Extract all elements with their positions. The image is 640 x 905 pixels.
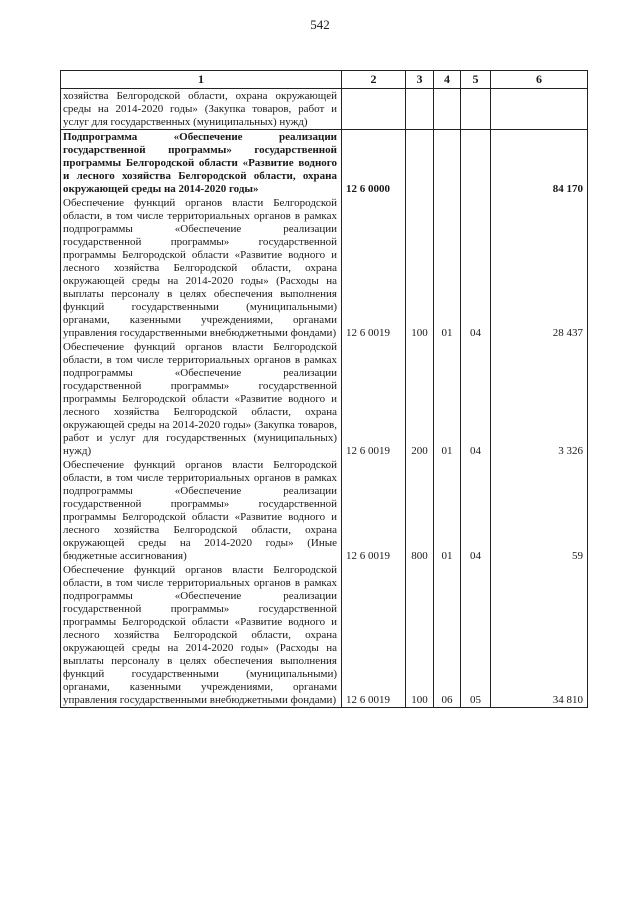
column-header: 6 bbox=[491, 71, 588, 89]
row-amount: 28 437 bbox=[491, 196, 588, 340]
row-amount: 34 810 bbox=[491, 563, 588, 708]
table-body bbox=[61, 89, 588, 708]
column-header: 5 bbox=[461, 71, 491, 89]
row-description: Обеспечение функций органов власти Белгородской области, в том числе территориальных органов в рамках подпрограммы «Обеспечение реализации государственной программы» государственной программы Белгородской области «Развитие водного и лесного хозяйства Белгородской области, охрана окружающей среды на 2014-2020 годы» (Закупка товаров, работ и услуг для государственных (муниципальных) нужд) bbox=[61, 340, 342, 458]
row-target-article: 12 6 0019 bbox=[342, 458, 406, 563]
row-target-article: 12 6 0019 bbox=[342, 196, 406, 340]
column-header: 4 bbox=[434, 71, 461, 89]
row-description: хозяйства Белгородской области, охрана окружающей среды на 2014-2020 годы» (Закупка товаров, работ и услуг для государственных (муниципальных) нужд) bbox=[61, 89, 342, 130]
column-header: 2 bbox=[342, 71, 406, 89]
row-subsection: 04 bbox=[461, 340, 491, 458]
row-amount bbox=[491, 89, 588, 130]
row-expense-type bbox=[406, 130, 434, 197]
row-section: 01 bbox=[434, 458, 461, 563]
row-expense-type: 100 bbox=[406, 196, 434, 340]
budget-table bbox=[60, 70, 588, 708]
row-target-article: 12 6 0019 bbox=[342, 340, 406, 458]
page-number: 542 bbox=[310, 17, 330, 32]
column-header: 1 bbox=[61, 71, 342, 89]
row-description: Обеспечение функций органов власти Белгородской области, в том числе территориальных органов в рамках подпрограммы «Обеспечение реализации государственной программы» государственной программы Белгородской области «Развитие водного и лесного хозяйства Белгородской области, охрана окружающей среды на 2014-2020 годы» (Расходы на выплаты персоналу в целях обеспечения выполнения функций государственными (муниципальными) органами, казенными учреждениями, органами управления государственными внебюджетными фондами) bbox=[61, 563, 342, 708]
row-subsection: 04 bbox=[461, 458, 491, 563]
row-amount: 84 170 bbox=[491, 130, 588, 197]
table-row bbox=[61, 563, 588, 708]
table-row bbox=[61, 130, 588, 197]
row-target-article: 12 6 0000 bbox=[342, 130, 406, 197]
table-row bbox=[61, 340, 588, 458]
row-subsection bbox=[461, 89, 491, 130]
row-expense-type: 800 bbox=[406, 458, 434, 563]
row-subsection: 05 bbox=[461, 563, 491, 708]
row-expense-type: 100 bbox=[406, 563, 434, 708]
row-amount: 59 bbox=[491, 458, 588, 563]
row-subsection bbox=[461, 130, 491, 197]
row-description: Подпрограмма «Обеспечение реализации государственной программы» государственной программы Белгородской области «Развитие водного и лесного хозяйства Белгородской области, охрана окружающей среды на 2014-2020 годы» bbox=[61, 130, 342, 197]
row-description: Обеспечение функций органов власти Белгородской области, в том числе территориальных органов в рамках подпрограммы «Обеспечение реализации государственной программы» государственной программы Белгородской области «Развитие водного и лесного хозяйства Белгородской области, охрана окружающей среды на 2014-2020 годы» (Расходы на выплаты персоналу в целях обеспечения выполнения функций государственными (муниципальными) органами, казенными учреждениями, органами управления государственными внебюджетными фондами) bbox=[61, 196, 342, 340]
table-row bbox=[61, 458, 588, 563]
column-header: 3 bbox=[406, 71, 434, 89]
row-section: 01 bbox=[434, 196, 461, 340]
row-expense-type: 200 bbox=[406, 340, 434, 458]
row-section: 06 bbox=[434, 563, 461, 708]
row-target-article: 12 6 0019 bbox=[342, 563, 406, 708]
table-row bbox=[61, 89, 588, 130]
table-row bbox=[61, 196, 588, 340]
row-amount: 3 326 bbox=[491, 340, 588, 458]
row-section: 01 bbox=[434, 340, 461, 458]
table-header-row bbox=[61, 71, 588, 89]
row-expense-type bbox=[406, 89, 434, 130]
row-section bbox=[434, 130, 461, 197]
row-target-article bbox=[342, 89, 406, 130]
row-description: Обеспечение функций органов власти Белгородской области, в том числе территориальных органов в рамках подпрограммы «Обеспечение реализации государственной программы» государственной программы Белгородской области «Развитие водного и лесного хозяйства Белгородской области, охрана окружающей среды на 2014-2020 годы» (Иные бюджетные ассигнования) bbox=[61, 458, 342, 563]
row-section bbox=[434, 89, 461, 130]
row-subsection: 04 bbox=[461, 196, 491, 340]
